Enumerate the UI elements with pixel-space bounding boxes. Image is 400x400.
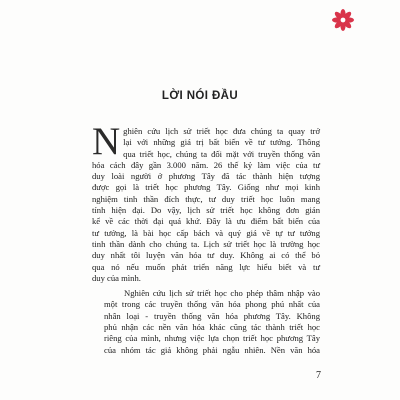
paragraph-2 — [92, 288, 320, 356]
paragraph-1 — [92, 120, 320, 284]
text-line: lại với những giá trị bất biến về tư tưởng. Thông — [123, 137, 320, 148]
text-line: hóa cách đây gần 3.000 năm. 26 thế kỷ làm việc của tư — [92, 159, 320, 170]
flower-ornament-icon — [331, 8, 355, 32]
page-heading: LỜI NÓI ĐẦU — [161, 90, 239, 102]
text-line: qua nó nếu muốn phát triển năng lực hiểu biết và tư — [92, 261, 320, 272]
drop-cap: N — [92, 120, 121, 163]
text-line: phủ nhận các nền văn hóa khác cũng tác thành triết học — [104, 322, 320, 333]
text-line: được gọi là triết học phương Tây. Giống như mọi kinh — [92, 182, 320, 193]
body-text — [92, 120, 320, 356]
text-line: riêng của mình, nhưng việc lựa chọn triết học phương Tây — [104, 333, 320, 344]
text-line: nghiệm tinh thần đích thực, tư duy triết học luôn mang — [92, 193, 320, 204]
ornament-center — [341, 18, 346, 23]
text-line: nhân loại - truyền thống văn hóa phương Tây. Không — [104, 310, 320, 321]
text-line: qua triết học, chúng ta đối mặt với truyền thống văn — [123, 148, 320, 159]
text-line: duy nhất tôi luyện văn hóa tư duy. Không ai có thể bỏ — [92, 250, 320, 261]
text-line: của nhóm tác giả không phải ngẫu nhiên. Nền văn hóa — [104, 344, 320, 355]
text-line: một trong các truyền thống văn hóa phong phú nhất của — [104, 299, 320, 310]
text-line: kể về các thời đại quá khứ. Đây là ưu điểm bất biến của — [92, 216, 320, 227]
text-line: duy loài người ở phương Tây đã tác thành hiện tượng — [92, 171, 320, 182]
text-line: Nghiên cứu lịch sử triết học cho phép thâm nhập vào — [124, 288, 320, 299]
text-line: tính hiện đại. Do vậy, lịch sử triết học không đơn giản — [92, 205, 320, 216]
page-number: 7 — [316, 370, 321, 381]
text-line: ghiên cứu lịch sử triết học đưa chúng ta quay trở — [123, 126, 320, 136]
text-line: tinh thần dành cho chúng ta. Lịch sử triết học là trường học — [92, 238, 320, 249]
text-line: tư tưởng, là bài học cấp bách và quý giá về tự tư tưởng — [92, 227, 320, 238]
text-line: duy của mình. — [92, 272, 141, 283]
